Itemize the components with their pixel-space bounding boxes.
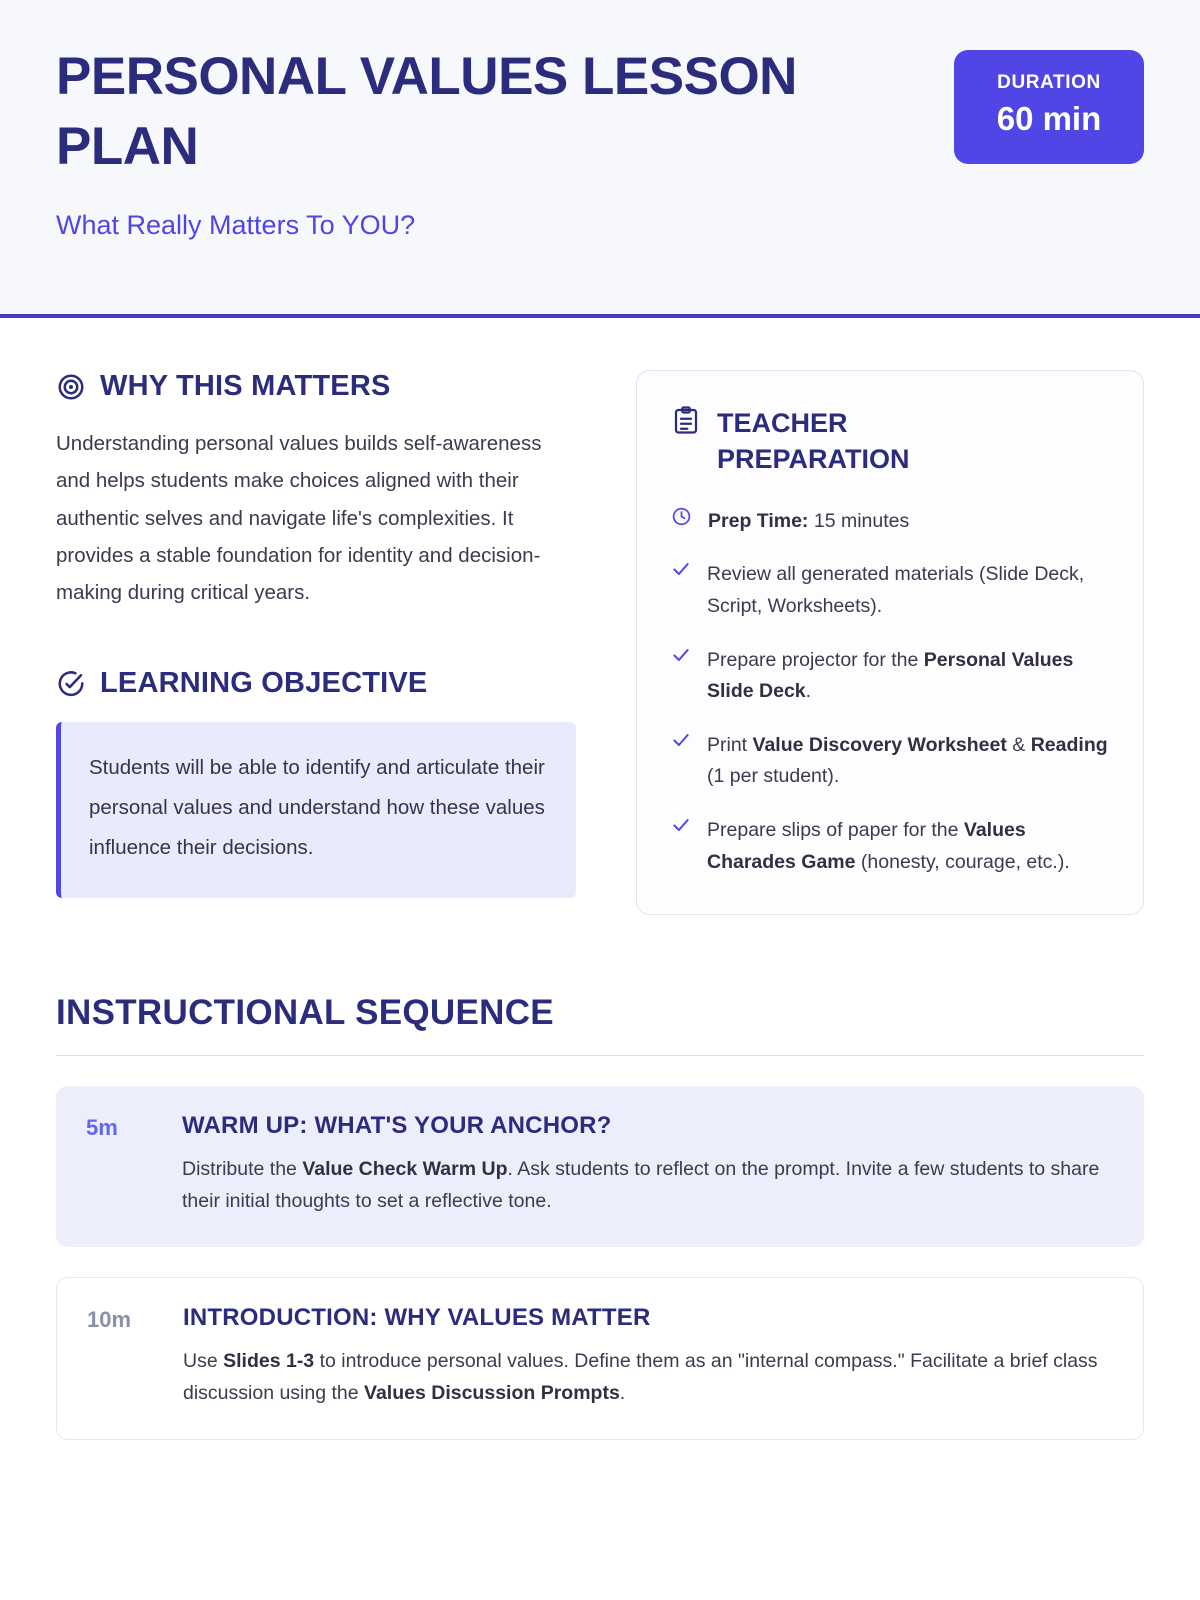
why-this-matters-header <box>56 370 576 403</box>
plain-text: Prepare slips of paper for the <box>707 818 964 841</box>
learning-objective-header <box>56 667 576 700</box>
check-icon <box>671 559 691 579</box>
left-column <box>56 370 576 898</box>
emphasis-text: Values Charades Game <box>707 818 1026 873</box>
prep-checklist-text <box>707 645 1109 708</box>
check-circle-icon <box>56 669 86 699</box>
prep-checklist-item <box>671 559 1109 622</box>
check-icon <box>671 815 691 835</box>
plain-text: Review all generated materials (Slide Deck, Script, Worksheets). <box>707 563 1085 618</box>
plain-text: . <box>805 680 812 703</box>
target-icon <box>56 372 86 402</box>
sequence-item <box>56 1277 1144 1440</box>
sequence-item-body <box>182 1112 1114 1217</box>
plain-text: . <box>619 1381 626 1404</box>
plain-text: Prepare projector for the <box>707 648 924 671</box>
instructional-sequence-title: INSTRUCTIONAL SEQUENCE <box>56 993 554 1033</box>
section-divider <box>56 1055 1144 1056</box>
emphasis-text: Value Check Warm Up <box>302 1158 508 1181</box>
teacher-preparation-header <box>671 405 1109 478</box>
plain-text: Distribute the <box>182 1158 303 1181</box>
instructional-sequence-list <box>56 1086 1144 1440</box>
prep-checklist-text <box>707 730 1109 793</box>
emphasis-text: Personal Values Slide Deck <box>707 648 1074 703</box>
plain-text: & <box>1006 733 1031 756</box>
prep-time-row <box>671 506 1109 538</box>
prep-time-label: Prep Time: <box>708 509 809 532</box>
learning-objective-box <box>56 722 576 898</box>
sequence-item-duration: 10m <box>87 1307 132 1333</box>
learning-objective-title: LEARNING OBJECTIVE <box>100 667 428 700</box>
page-title: PERSONAL VALUES LESSON PLAN <box>56 47 797 176</box>
plain-text: Print <box>707 733 753 756</box>
emphasis-text: Slides 1-3 <box>223 1350 315 1373</box>
prep-time-value: 15 minutes <box>813 509 910 532</box>
check-icon <box>671 645 691 665</box>
prep-checklist-item <box>671 730 1109 793</box>
instructional-sequence-section <box>56 993 1144 1440</box>
plain-text: (honesty, courage, etc.). <box>855 850 1070 873</box>
sequence-item-heading: WARM UP: WHAT'S YOUR ANCHOR? <box>182 1112 612 1140</box>
sequence-item-heading: INTRODUCTION: WHY VALUES MATTER <box>183 1304 651 1332</box>
page-subtitle: What Really Matters To YOU? <box>56 209 416 240</box>
page-header <box>0 0 1200 318</box>
prep-time-text <box>708 506 909 538</box>
plain-text: (1 per student). <box>707 765 840 788</box>
teacher-preparation-card <box>636 370 1144 915</box>
sequence-item-body <box>183 1304 1113 1409</box>
sequence-item-description <box>182 1154 1114 1217</box>
sequence-item-description <box>183 1346 1113 1409</box>
emphasis-text: Values Discussion Prompts <box>364 1381 620 1404</box>
right-column <box>636 370 1144 915</box>
clock-icon <box>671 506 692 527</box>
why-this-matters-text: Understanding personal values builds self-awareness and helps students make choices aligned with their authentic selves and navigate life's complexities. It provides a stable foundation for identity and decision-making during critical years. <box>56 432 542 605</box>
prep-checklist-text <box>707 559 1109 622</box>
teacher-preparation-title: TEACHER PREPARATION <box>717 408 910 475</box>
plain-text: . Ask students to reflect on the prompt. Invite a few students to share their initial thoughts to set a reflective tone. <box>182 1158 1100 1212</box>
plain-text: to introduce personal values. Define them as an "internal compass." Facilitate a brief class discussion using the <box>183 1350 1098 1404</box>
sequence-item-duration: 5m <box>86 1115 118 1141</box>
emphasis-text: Value Discovery Worksheet <box>752 733 1007 756</box>
prep-checklist-text <box>707 815 1109 878</box>
top-columns <box>56 370 1144 915</box>
learning-objective-text: Students will be able to identify and articulate their personal values and understand how these values influence their decisions. <box>89 756 545 860</box>
check-icon <box>671 730 691 750</box>
learning-objective-section <box>56 667 576 898</box>
duration-label: DURATION <box>997 72 1101 93</box>
prep-checklist-item <box>671 815 1109 878</box>
sequence-item <box>56 1086 1144 1247</box>
prep-checklist-item <box>671 645 1109 708</box>
why-this-matters-title: WHY THIS MATTERS <box>100 370 391 402</box>
page-body <box>0 318 1200 1440</box>
prep-checklist <box>671 559 1109 878</box>
duration-value: 60 min <box>996 100 1102 137</box>
emphasis-text: Reading <box>1030 733 1108 756</box>
plain-text: Use <box>183 1350 224 1373</box>
clipboard-icon <box>671 405 701 435</box>
duration-badge <box>954 50 1144 164</box>
